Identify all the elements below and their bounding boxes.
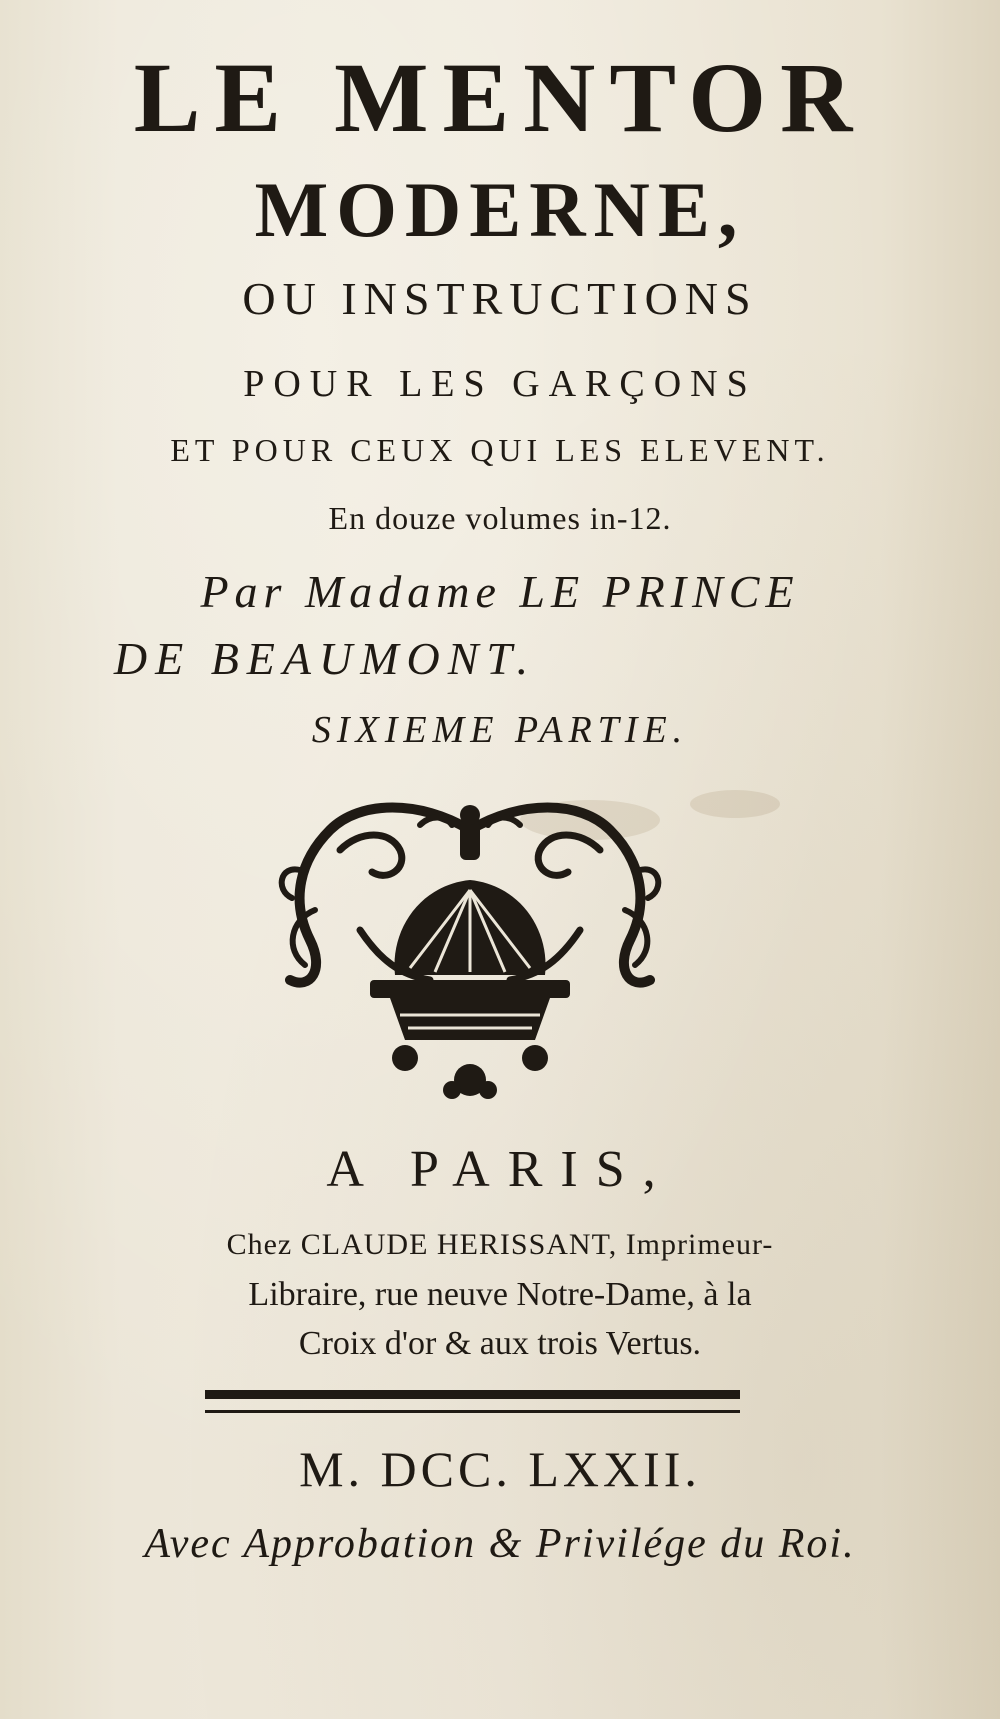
publisher-line-2: Libraire, rue neuve Notre-Dame, à la [248, 1276, 752, 1313]
divider-rule-thick [205, 1390, 740, 1399]
subtitle-line-3: ET POUR CEUX QUI LES ELEVENT. [170, 432, 830, 468]
publisher-line-1: Chez CLAUDE HERISSANT, Imprimeur- [226, 1228, 774, 1261]
imprint-city: A PARIS, [326, 1141, 674, 1198]
volumes-note: En douze volumes in-12. [328, 500, 672, 536]
paper-stain [690, 790, 780, 818]
subtitle-line-2: POUR LES GARÇONS [243, 363, 757, 405]
publication-year: M. DCC. LXXII. [299, 1441, 701, 1497]
subtitle-line-1: OU INSTRUCTIONS [242, 273, 758, 324]
publisher-line-3: Croix d'or & aux trois Vertus. [298, 1325, 702, 1362]
author-line-1: Par Madame LE PRINCE [200, 566, 800, 617]
royal-privilege: Avec Approbation & Privilége du Roi. [144, 1521, 856, 1567]
title-line-1: LE MENTOR [133, 42, 867, 153]
printers-ornament-icon [270, 790, 670, 1110]
author-line-2: DE BEAUMONT. [113, 633, 537, 684]
divider-rule-thin [205, 1410, 740, 1413]
title-line-2: MODERNE, [254, 166, 746, 253]
part-label: SIXIEME PARTIE. [311, 709, 689, 751]
